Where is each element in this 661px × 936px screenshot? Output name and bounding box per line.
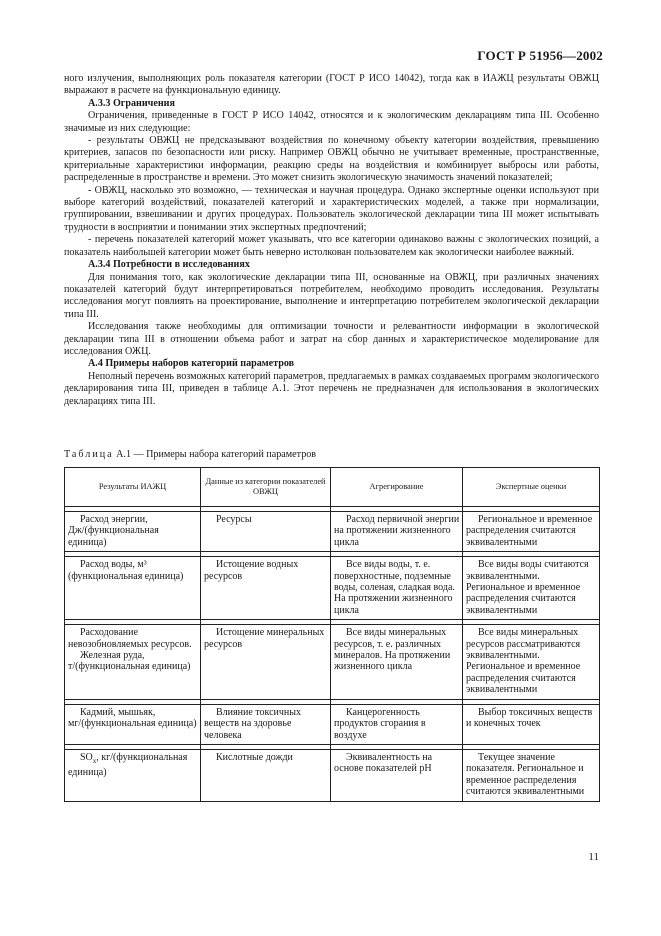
table-cell-text: , кг/(функциональная единица) <box>68 751 188 779</box>
table-caption-label: Таблица <box>64 449 114 460</box>
table-row <box>65 625 600 699</box>
table-cell <box>65 625 200 676</box>
body-text <box>64 73 599 408</box>
so-symbol: SO <box>80 751 93 763</box>
table-cell: Ресурсы <box>216 514 252 525</box>
table-row <box>65 557 600 620</box>
paragraph: Исследования также необходимы для оптимизации точности и релевантности информации в экологической декларации типа III в отношении объема работ и затрат на сбор данных и характеристическое моделирование для исследования ОЖЦ. <box>64 321 599 357</box>
table-cell: Все виды минеральных ресурсов, т. е. различных минералов. На протяжении жизненного цикла <box>334 627 451 673</box>
parameters-table <box>64 467 600 802</box>
table-row <box>65 704 600 744</box>
table-cell: Расход воды, м³ (функциональная единица) <box>68 559 184 582</box>
paragraph: ного излучения, выполняющих роль показателя категории (ГОСТ Р ИСО 14042), тогда как в ИАЖЦ результаты ОВЖЦ выражают в расчете на функциональную единицу. <box>64 73 599 97</box>
table-cell: Выбор токсичных веществ и конечных точек <box>466 706 593 730</box>
table-cell: Истощение минеральных ресурсов <box>204 627 325 650</box>
table-caption <box>64 449 316 460</box>
page-number: 11 <box>588 851 599 863</box>
section-heading: А.3.4 Потребности в исследованиях <box>88 259 250 271</box>
paragraph: - результаты ОВЖЦ не предсказывают воздействия по конечному объекту категории воздействия, превышению критериев, запасов по безопасности или риску. Например ОВЖЦ обычно не учитывает временные, пространственные, критериальные характеристики информации, реакцию среды на воздействия и комбинирует выбросы или работы, распределенные в пространстве и времени. Это может снизить экологическую значимость значений показателей; <box>64 135 599 184</box>
table-cell: Все виды минеральных ресурсов рассматриваются эквивалентными. Региональное и временное распределения считаются эквивалентными <box>466 627 581 696</box>
table-cell: Текущее значение показателя. Региональное и временное распределения считаются эквивалентными <box>466 751 585 798</box>
table-caption-title: А.1 — Примеры набора категорий параметров <box>116 449 317 460</box>
table-cell: Все виды воды, т. е. поверхностные, подземные воды, соленая, сладкая вода. На протяжении жизненного цикла <box>334 559 455 616</box>
paragraph: - перечень показателей категорий может указывать, что все категории одинаково важны с экологических позиций, а показатель наибольшей категории может быть неверно истолкован пользователем как экологически наиболее важный. <box>64 234 599 258</box>
table-cell: Кадмий, мышьяк, мг/(функциональная единица) <box>68 706 197 730</box>
table-cell: Истощение водных ресурсов <box>204 559 299 582</box>
table-cell: Канцерогенность продуктов сгорания в воздухе <box>334 706 426 741</box>
table-cell: Региональное и временное распределения считаются эквивалентными <box>466 514 593 548</box>
so-subscript: x <box>92 756 97 765</box>
section-heading: А.4 Примеры наборов категорий параметров <box>88 358 295 370</box>
column-header: Результаты ИАЖЦ <box>65 468 201 507</box>
table-cell: Расход первичной энергии на протяжении жизненного цикла <box>334 514 460 548</box>
table-cell: Кислотные дожди <box>216 751 293 763</box>
table-cell: Влияние токсичных веществ на здоровье человека <box>204 706 301 741</box>
column-header: Агрегирование <box>331 468 463 507</box>
table-row <box>65 749 600 801</box>
table-cell: Эквивалентность на основе показателей pH <box>334 751 433 775</box>
table-row <box>65 512 600 552</box>
section-heading: А.3.3 Ограничения <box>88 97 175 109</box>
paragraph: Ограничения, приведенные в ГОСТ Р ИСО 14042, относятся и к экологическим декларациям типа III. Особенно значимые из них следующие: <box>64 110 599 134</box>
table-cell-line: Расходование невозобновляемых ресурсов. <box>68 627 192 650</box>
table-cell: Все виды воды считаются эквивалентными. Региональное и временное распределения считаются эквивалентными <box>466 559 589 616</box>
column-header: Экспертные оценки <box>463 468 600 507</box>
column-header: Данные из категории показателей ОВЖЦ <box>201 468 331 507</box>
paragraph: Неполный перечень возможных категорий параметров, предлагаемых в рамках создаваемых программ экологического декларирования типа III, приведен в таблице А.1. Этот перечень не предназначен для использования в экологических декларациях типа III. <box>64 370 599 407</box>
table-cell: Расход энергии, Дж/(функциональная единица) <box>68 514 159 548</box>
paragraph: Для понимания того, как экологические декларации типа III, основанные на ОВЖЦ, при различных значениях показателей категорий будут интерпретироваться потребителем, необходимо проводить исследования. Результаты исследования могут повлиять на проектирование, выполнение и интерпретацию потребителем экологической декларации типа III. <box>64 271 599 320</box>
document-code: ГОСТ Р 51956—2002 <box>477 48 603 63</box>
table-cell <box>65 750 200 782</box>
paragraph: - ОВЖЦ, насколько это возможно, — техническая и научная процедура. Однако экспертные оценки используют при выборе категорий воздействий, показателей категорий и характеристических моделей, а также при нормализации, группировании, взвешивании и других процедурах. Пользователь экологической декларации типа III может испытывать трудности в восприятии и понимании этих экспертных предпочтений; <box>64 184 599 233</box>
table-cell-line: Железная руда, т/(функциональная единица) <box>68 650 191 673</box>
